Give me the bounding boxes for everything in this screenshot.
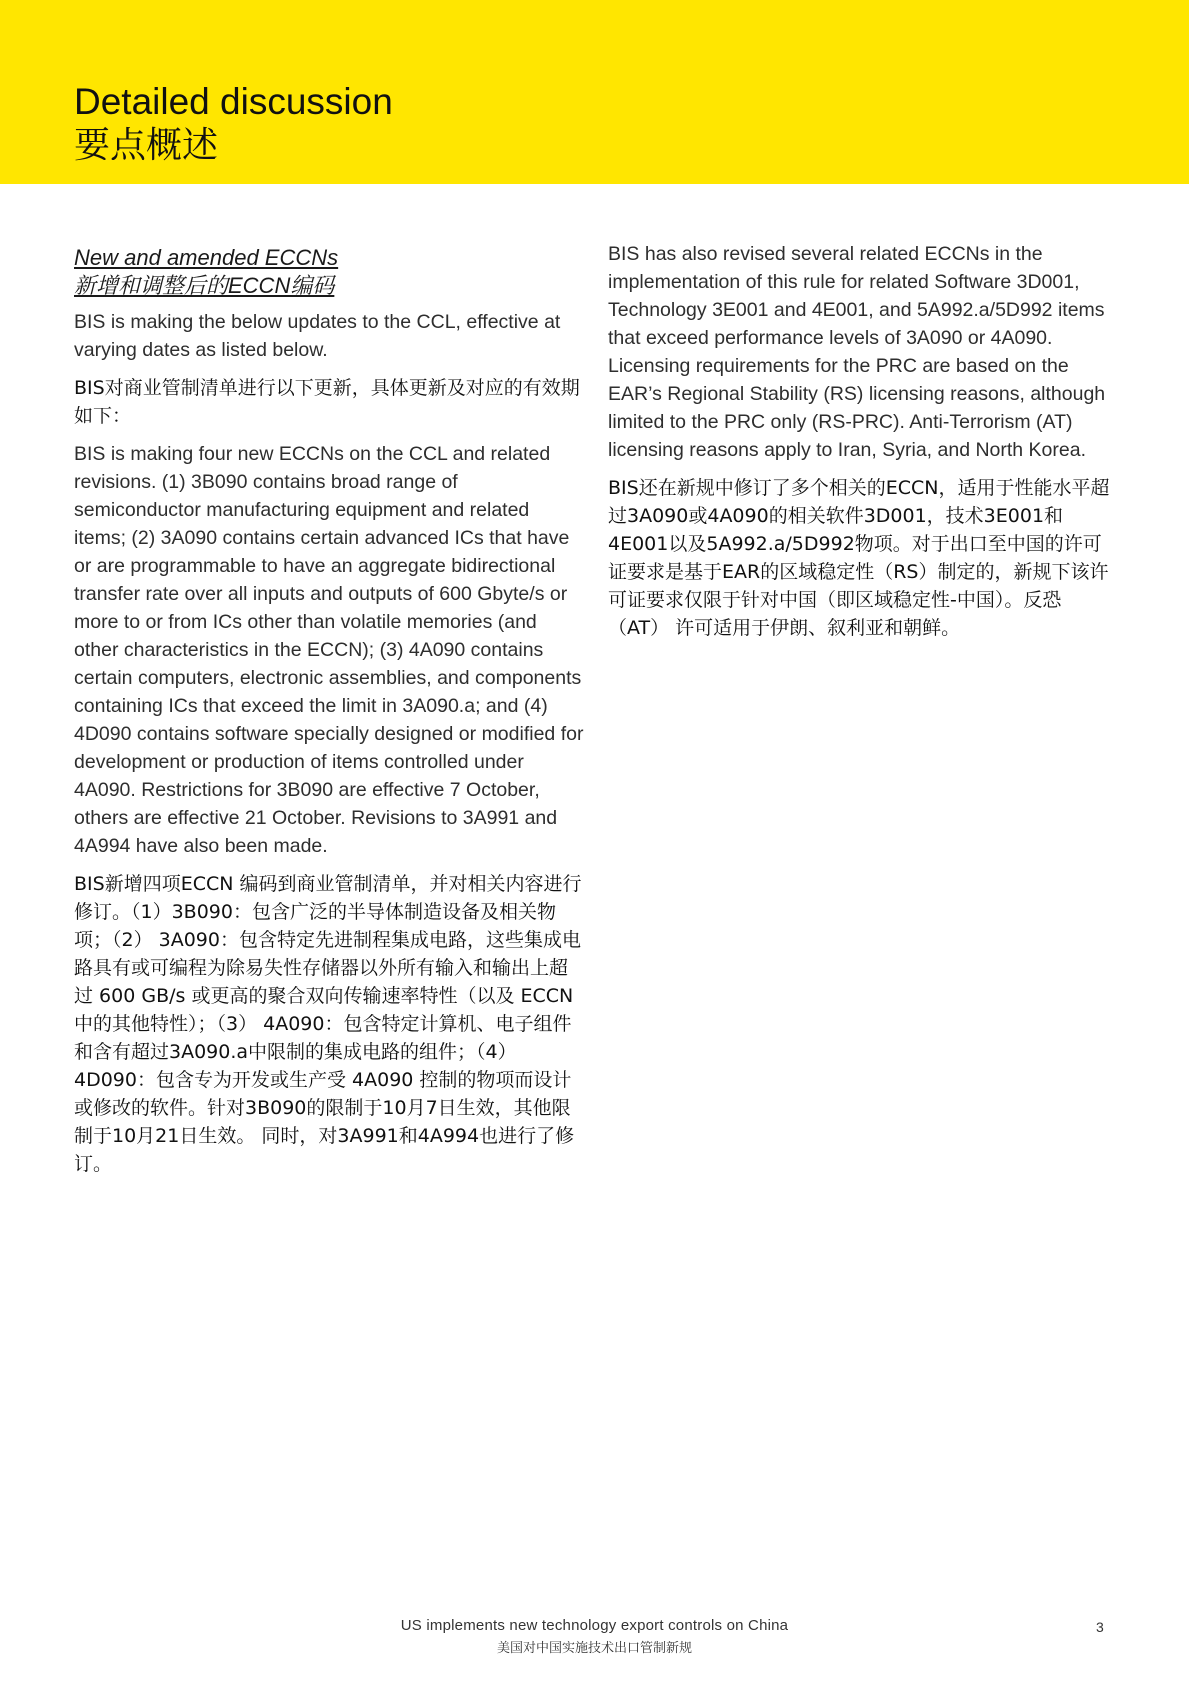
paragraph: BIS还在新规中修订了多个相关的ECCN，适用于性能水平超过3A090或4A090的相关软件3D001，技术3E001和4E001以及5A992.a/5D992物项。对于出口至中国的许可证要求是基于EAR的区域稳定性（RS）制定的，新规下该许可证要求仅限于针对中国（即区域稳定性-中国）。反恐 （AT） 许可适用于伊朗、叙利亚和朝鲜。 — [608, 477, 1110, 639]
page-subtitle: 要点概述 — [74, 125, 219, 166]
page-number: 3 — [1096, 1619, 1104, 1635]
left-column — [74, 244, 584, 1188]
right-column — [608, 240, 1118, 652]
section-heading — [74, 244, 584, 300]
paragraph: BIS新增四项ECCN 编码到商业管制清单，并对相关内容进行修订。（1）3B090：包含广泛的半导体制造设备及相关物项；（2） 3A090：包含特定先进制程集成电路，这些集成电路具有或可编程为除易失性存储器以外所有输入和输出上超过 600 GB/s 或更高的聚合双向传输速率特性（以及 ECCN 中的其他特性）；（3） 4A090：包含特定计算机、电子组件和含有超过3A090.a中限制的集成电路的组件；（4） 4D090：包含专为开发或生产受 4A090 控制的物项而设计或修改的软件。针对3B090的限制于10月7日生效，其他限制于10月21日生效。 同时，对3A991和4A994也进行了修订。 — [74, 873, 582, 1175]
section-heading-zh: 新增和调整后的ECCN编码 — [74, 273, 335, 298]
footer-subtitle: 美国对中国实施技术出口管制新规 — [496, 1641, 692, 1656]
paragraph: BIS is making the below updates to the CCL, effective at varying dates as listed below. — [74, 311, 561, 361]
page-title: Detailed discussion — [74, 81, 393, 122]
paragraph: BIS对商业管制清单进行以下更新，具体更新及对应的有效期如下： — [74, 377, 580, 427]
footer-title: US implements new technology export controls on China — [400, 1617, 789, 1634]
paragraph: BIS has also revised several related ECCNs in the implementation of this rule for related Software 3D001, Technology 3E001 and 4E001, and 5A992.a/5D992 items that exceed performance levels of 3A090 or 4A090. Licensing requirements for the PRC are based on the EAR’s Regional Stability (RS) licensing reasons, although limited to the PRC only (RS-PRC). Anti-Terrorism (AT) licensing reasons apply to Iran, Syria, and North Korea. — [608, 243, 1106, 461]
section-heading-en: New and amended ECCNs — [74, 245, 339, 270]
paragraph: BIS is making four new ECCNs on the CCL and related revisions. (1) 3B090 contains broad range of semiconductor manufacturing equipment and related items; (2) 3A090 contains certain advanced ICs that have or are programmable to have an aggregate bidirectional transfer rate over all inputs and outputs of 600 Gbyte/s or more to or from ICs other than volatile memories (and other characteristics in the ECCN); (3) 4A090 contains certain computers, electronic assemblies, and components containing ICs that exceed the limit in 3A090.a; and (4) 4D090 contains software specially designed or modified for development or production of items controlled under 4A090. Restrictions for 3B090 are effective 7 October, others are effective 21 October. Revisions to 3A991 and 4A994 have also been made. — [74, 443, 584, 857]
